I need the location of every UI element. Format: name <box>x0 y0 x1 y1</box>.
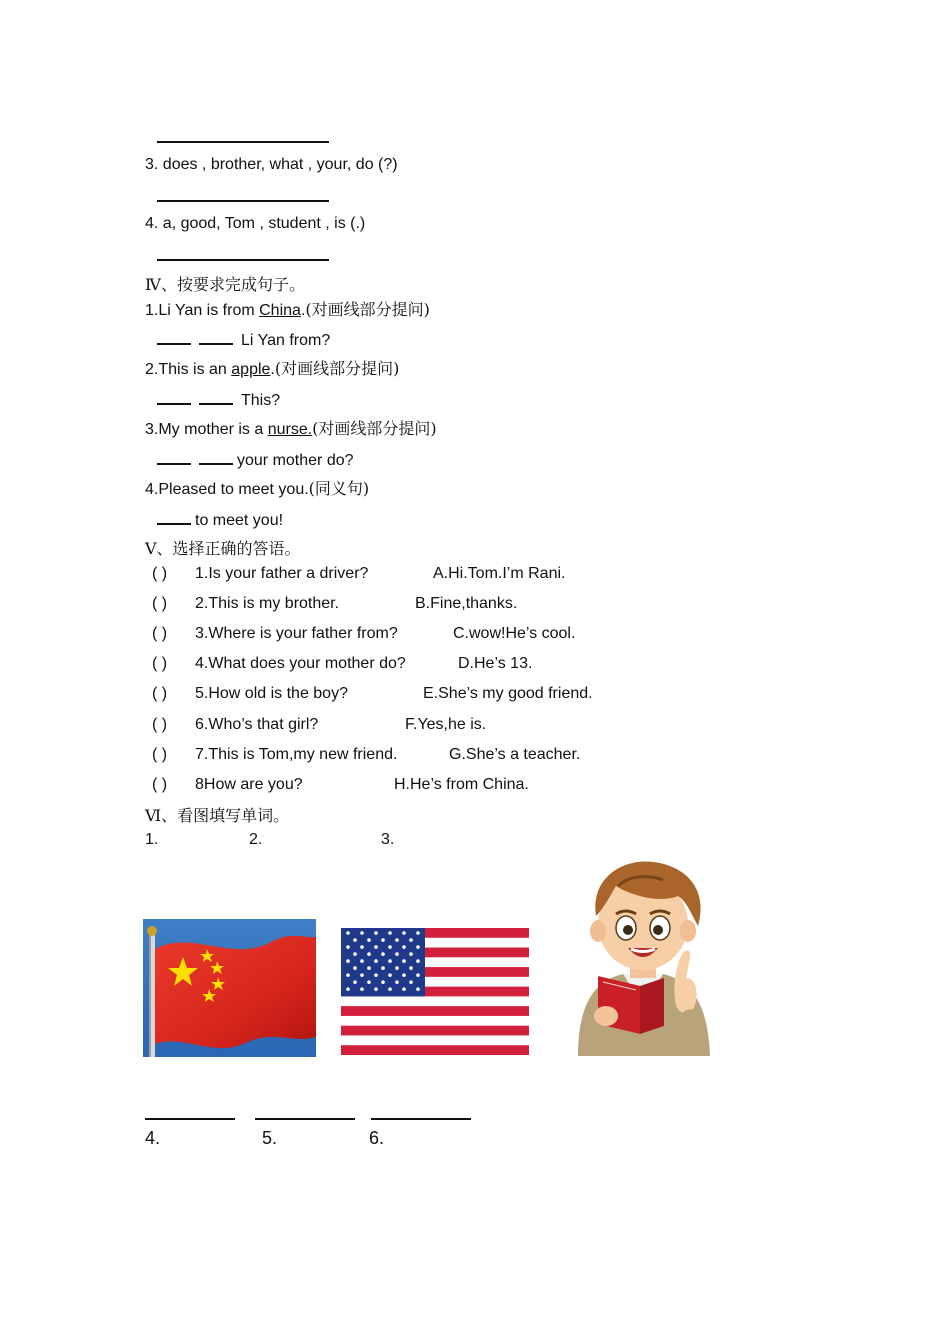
match-answer: F.Yes,he is. <box>405 715 487 733</box>
section-heading: Ⅵ、看图填写单词。 <box>145 806 290 825</box>
picture-number: 2. <box>249 831 263 848</box>
match-question: 8How are you? <box>195 775 303 793</box>
question-2: 2.This is an apple.(对画线部分提问) <box>145 359 400 378</box>
answer-line[interactable] <box>157 259 329 261</box>
match-question: 6.Who’s that girl? <box>195 715 319 733</box>
answer-paren[interactable]: ( ) <box>152 685 168 703</box>
boy-picture <box>568 856 718 1056</box>
answer-paren[interactable]: ( ) <box>152 655 168 673</box>
match-question: 1.Is your father a driver? <box>195 565 369 582</box>
match-answer: H.He’s from China. <box>394 775 529 793</box>
picture-number: 6. <box>369 1128 385 1148</box>
answer-line-1: Li Yan from? <box>157 329 330 351</box>
picture-number: 3. <box>381 831 395 848</box>
boy-reading-icon <box>568 856 718 1056</box>
match-answer: A.Hi.Tom.I’m Rani. <box>433 565 566 582</box>
match-question: 3.Where is your father from? <box>195 625 398 643</box>
picture-number: 4. <box>145 1128 161 1148</box>
match-answer: D.He’s 13. <box>458 655 533 673</box>
answer-line-3: your mother do? <box>157 449 354 471</box>
match-question: 5.How old is the boy? <box>195 685 348 703</box>
match-answer: C.wow!He’s cool. <box>453 625 576 643</box>
usa-flag-picture <box>341 928 529 1055</box>
china-flag-picture <box>143 919 316 1057</box>
answer-paren[interactable]: ( ) <box>152 565 168 582</box>
answer-line[interactable] <box>371 1118 471 1120</box>
answer-paren[interactable]: ( ) <box>152 595 168 613</box>
blank[interactable] <box>157 509 191 525</box>
usa-flag-icon <box>341 928 529 1055</box>
blank[interactable] <box>157 329 191 345</box>
match-question: 7.This is Tom,my new friend. <box>195 745 398 763</box>
underlined-word: apple <box>231 361 271 378</box>
picture-number: 5. <box>262 1128 278 1148</box>
answer-line[interactable] <box>255 1118 355 1120</box>
answer-paren[interactable]: ( ) <box>152 745 168 763</box>
blank[interactable] <box>199 449 233 465</box>
answer-line-2: This? <box>157 389 280 411</box>
match-answer: G.She’s a teacher. <box>449 745 581 763</box>
china-flag-icon <box>143 919 316 1057</box>
question-text: 4. a, good, Tom , student , is (.) <box>145 215 366 232</box>
question-text: 3. does , brother, what , your, do (?) <box>145 156 398 173</box>
blank[interactable] <box>199 389 233 405</box>
blank[interactable] <box>199 329 233 345</box>
match-answer: B.Fine,thanks. <box>415 595 518 613</box>
match-question: 4.What does your mother do? <box>195 655 406 673</box>
blank[interactable] <box>157 449 191 465</box>
question-1: 1.Li Yan is from China.(对画线部分提问) <box>145 300 430 319</box>
blank[interactable] <box>157 389 191 405</box>
underlined-word: nurse. <box>267 421 313 438</box>
answer-line-4: to meet you! <box>157 509 283 531</box>
question-3: 3.My mother is a nurse.(对画线部分提问) <box>145 419 437 438</box>
answer-paren[interactable]: ( ) <box>152 715 168 733</box>
answer-line[interactable] <box>145 1118 235 1120</box>
answer-line[interactable] <box>157 141 329 143</box>
picture-number: 1. <box>145 831 159 848</box>
section-heading: Ⅴ、选择正确的答语。 <box>145 539 301 558</box>
answer-paren[interactable]: ( ) <box>152 625 168 643</box>
section-heading: Ⅳ、按要求完成句子。 <box>145 275 305 294</box>
answer-paren[interactable]: ( ) <box>152 775 168 793</box>
underlined-word: China <box>259 302 301 319</box>
match-answer: E.She’s my good friend. <box>423 685 593 703</box>
answer-line[interactable] <box>157 200 329 202</box>
match-question: 2.This is my brother. <box>195 595 340 613</box>
question-4: 4.Pleased to meet you.(同义句) <box>145 479 370 498</box>
